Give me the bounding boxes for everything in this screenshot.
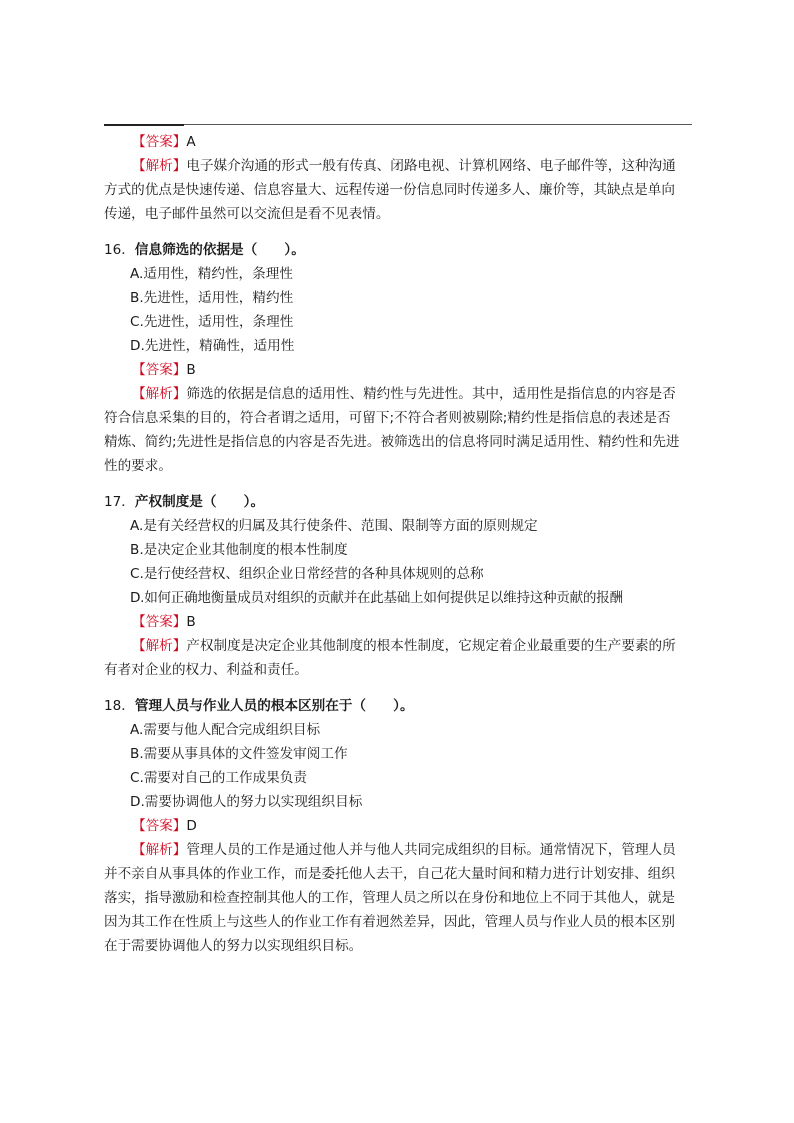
analysis-line: 有者对企业的权力、利益和责任。 [104,662,308,678]
document-body [104,130,694,958]
answer-line [104,358,694,382]
analysis-tag: 【解析】 [132,842,187,858]
analysis-line: 在于需要协调他人的努力以实现组织目标。 [104,938,363,954]
question-16 [104,238,694,262]
answer-value: D [186,818,197,834]
option-c: C.先进性，适用性，条理性 [130,314,294,330]
option-c: C.需要对自己的工作成果负责 [130,770,307,786]
answer-tag: 【答案】 [132,362,187,378]
header-rule [104,124,692,125]
answer-tag: 【答案】 [132,614,187,630]
analysis-line: 性的要求。 [104,458,172,474]
answer-line [104,610,694,634]
option-d: D.如何正确地衡量成员对组织的贡献并在此基础上如何提供足以维持这种贡献的报酬 [130,590,623,606]
analysis-tag: 【解析】 [132,158,187,174]
question-stem: 管理人员与作业人员的根本区别在于（ ）。 [134,698,414,714]
analysis-line [104,838,694,862]
answer-line [104,814,694,838]
option-a: A.是有关经营权的归属及其行使条件、范围、限制等方面的原则规定 [130,518,538,534]
analysis-tag: 【解析】 [132,386,187,402]
option-b: B.需要从事具体的文件签发审阅工作 [130,746,348,762]
option-a: A.适用性，精约性，条理性 [130,266,293,282]
analysis-line: 精炼、简约;先进性是指信息的内容是否先进。被筛选出的信息将同时满足适用性、精约性和先进 [104,434,680,450]
question-17 [104,490,694,514]
answer-line [104,130,694,154]
question-stem: 产权制度是（ ）。 [134,494,265,510]
answer-tag: 【答案】 [132,134,187,150]
option-b: B.是决定企业其他制度的根本性制度 [130,542,348,558]
analysis-line: 落实，指导激励和检查控制其他人的工作，管理人员之所以在身份和地位上不同于其他人，就是 [104,890,675,906]
answer-value: B [186,362,196,378]
option-c: C.是行使经营权、组织企业日常经营的各种具体规则的总称 [130,566,484,582]
analysis-line: 并不亲自从事具体的作业工作，而是委托他人去干，自己花大量时间和精力进行计划安排、组织 [104,866,675,882]
analysis-line: 传递，电子邮件虽然可以交流但是看不见表情。 [104,206,390,222]
analysis-line [104,382,694,406]
analysis-paragraph [104,634,694,682]
question-number: 16． [104,242,135,258]
analysis-paragraph [104,838,694,958]
analysis-text: 筛选的依据是信息的适用性、精约性与先进性。其中，适用性是指信息的内容是否 [186,386,676,402]
analysis-line: 符合信息采集的目的，符合者谓之适用，可留下;不符合者则被剔除;精约性是指信息的表述是否 [104,410,671,426]
question-18 [104,694,694,718]
answer-tag: 【答案】 [132,818,187,834]
analysis-line [104,634,694,658]
question-stem: 信息筛选的依据是（ ）。 [134,242,305,258]
analysis-tag: 【解析】 [132,638,187,654]
analysis-paragraph [104,154,694,226]
analysis-text: 电子媒介沟通的形式一般有传真、闭路电视、计算机网络、电子邮件等，这种沟通 [186,158,676,174]
question-number: 18． [104,698,135,714]
analysis-line [104,154,694,178]
question-number: 17． [104,494,135,510]
answer-value: A [186,134,196,150]
answer-value: B [186,614,196,630]
option-d: D.先进性，精确性，适用性 [130,338,295,354]
header-rule-accent [104,124,184,126]
option-b: B.先进性，适用性，精约性 [130,290,294,306]
option-d: D.需要协调他人的努力以实现组织目标 [130,794,363,810]
option-a: A.需要与他人配合完成组织目标 [130,722,321,738]
analysis-paragraph [104,382,694,478]
analysis-text: 管理人员的工作是通过他人并与他人共同完成组织的目标。通常情况下，管理人员 [186,842,676,858]
analysis-line: 因为其工作在性质上与这些人的作业工作有着迥然差异，因此，管理人员与作业人员的根本区别 [104,914,675,930]
analysis-text: 产权制度是决定企业其他制度的根本性制度，它规定着企业最重要的生产要素的所 [186,638,676,654]
analysis-line: 方式的优点是快速传递、信息容量大、远程传递一份信息同时传递多人、廉价等，其缺点是单向 [104,182,675,198]
